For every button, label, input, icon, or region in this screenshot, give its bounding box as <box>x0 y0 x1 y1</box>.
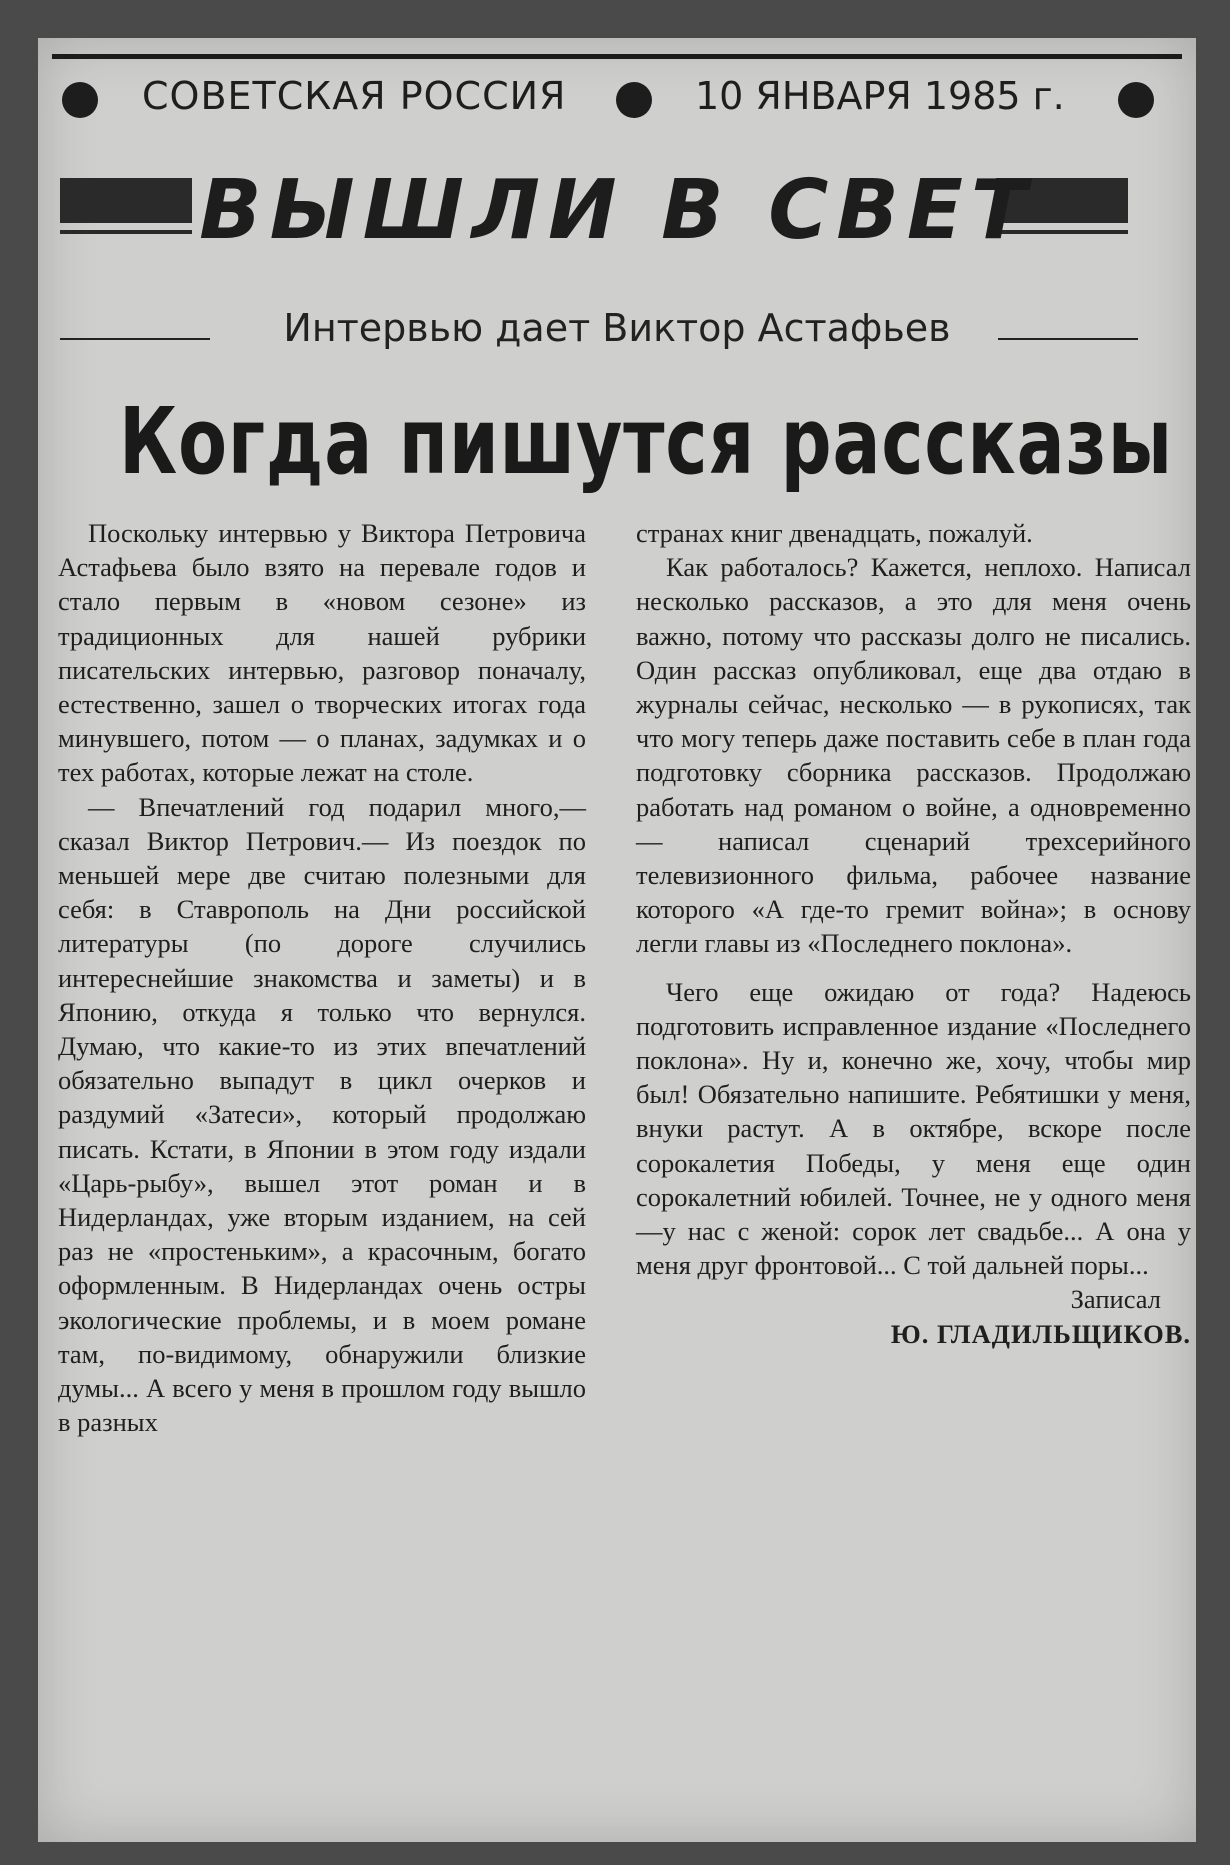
bullet-icon <box>616 82 652 118</box>
byline <box>636 1282 1191 1350</box>
article-column-left <box>58 516 586 1439</box>
newspaper-clipping <box>38 38 1196 1842</box>
bullet-icon <box>1118 82 1154 118</box>
masthead <box>38 60 1196 130</box>
headline: Когда пишутся рассказы <box>119 388 1173 495</box>
article-column-right <box>636 516 1191 1351</box>
masthead-rule <box>52 54 1182 59</box>
paragraph: — Впечатлений год подарил много,— сказал Виктор Петрович.— Из поездок по меньшей мере две считаю полезными для себя: в Ставрополь на Дни российской литературы (по дороге случились интереснейшие знакомства и заметы) и в Японию, откуда я только что вернулся. Думаю, что какие-то из этих впечатлений обязательно выпадут в цикл очерков и раздумий «Затеси», который продолжаю писать. Кстати, в Японии в этом году издали «Царь-рыбу», вышел этот роман и в Нидерландах, уже вторым изданием, на сей раз не «простеньким», а красочным, богато оформленным. В Нидерландах очень остры экологические проблемы, и в моем романе там, по-видимому, обнаружили близкие думы... А всего у меня в прошлом году вышло в разных <box>58 791 586 1438</box>
kicker: Интервью дает Виктор Астафьев <box>283 306 951 350</box>
newspaper-name: СОВЕТСКАЯ РОССИЯ <box>142 74 567 118</box>
paragraph: странах книг двенадцать, пожалуй. <box>636 518 1033 548</box>
paragraph: Чего еще ожидаю от года? Надеюсь подготовить исправленное издание «Последнего поклона». Ну и, конечно же, хочу, чтобы мир был! Обязательно напишите. Ребятишки у меня, внуки растут. А в октябре, вскоре после сорокалетия Победы, у меня еще один сорокалетний юбилей. Точнее, не у одного меня—у нас с женой: сорок лет свадьбе... А она у меня друг фронтовой... С той дальней поры... <box>636 976 1191 1281</box>
rubric-title: ВЫШЛИ В СВЕТ <box>199 163 1035 258</box>
paragraph: Поскольку интервью у Виктора Петровича Астафьева было взято на перевале годов и стало первым в «новом сезоне» из традиционных для нашей рубрики писательских интервью, разговор поначалу, естественно, зашел о творческих итогах года минувшего, потом — о планах, задумках и о тех работах, которые лежат на столе. <box>58 518 586 788</box>
paragraph: Как работалось? Кажется, неплохо. Написал несколько рассказов, а это для меня очень важно, потому что рассказы долго не писались. Один рассказ опубликовал, еще два отдаю в журналы сейчас, несколько — в рукописях, так что могу теперь даже поставить себе в план года подготовку сборника рассказов. Продолжаю работать над романом о войне, а одновременно — написал сценарий трехсерийного телевизионного фильма, рабочее название которого «А где-то гремит война»; в основу легли главы из «Последнего поклона». <box>636 552 1191 959</box>
byline-author: Ю. ГЛАДИЛЬЩИКОВ. <box>890 1318 1191 1349</box>
byline-label: Записал <box>1070 1284 1161 1315</box>
bullet-icon <box>62 82 98 118</box>
issue-date: 10 ЯНВАРЯ 1985 г. <box>695 74 1065 118</box>
paragraph-gap <box>636 961 1191 975</box>
